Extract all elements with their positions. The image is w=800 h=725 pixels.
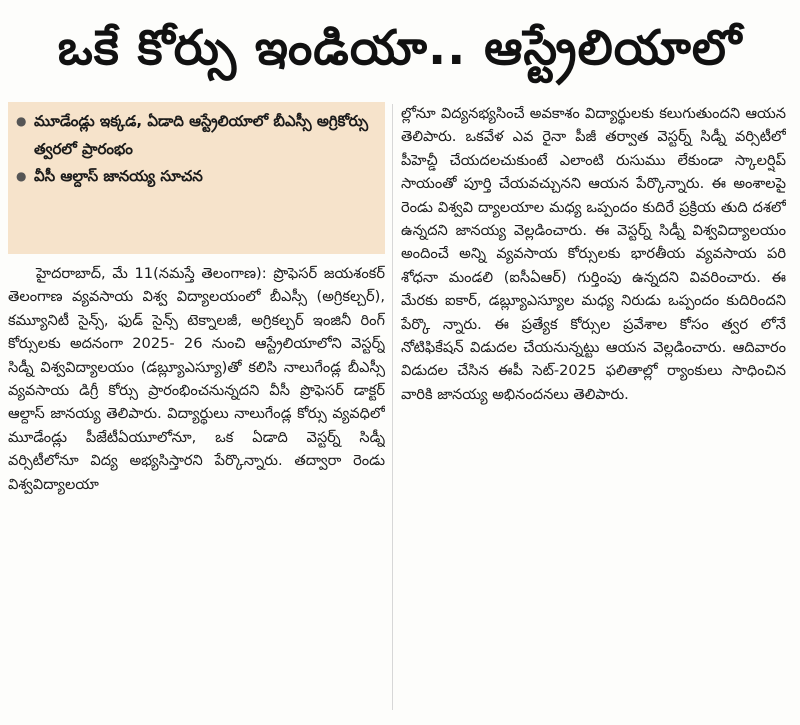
right-column [401,102,786,714]
highlight-item [16,163,377,191]
highlight-item [16,108,377,163]
column-divider [392,104,393,710]
highlight-text: వీసీ ఆల్దాస్ జానయ్య సూచన [34,167,203,185]
highlight-text: మూడేండ్లు ఇక్కడ, ఏడాది ఆస్ట్రేలియాలో బీఎస్సీ అగ్రికోర్సు త్వరలో ప్రారంభం [34,112,369,158]
article-headline: ఒకే కోర్సు ఇండియా.. ఆస్ట్రేలియాలో [57,20,743,76]
article-body-right: ల్లోనూ విద్యనభ్యసించే అవకాశం విద్యార్థులకు కలుగుతుందని ఆయన తెలిపారు. ఒకవేళ ఎవ రైనా పీజీ తర్వాత వెస్టర్న్ సిడ్నీ వర్సిటీలో పీహెచ్డీ చేయదలచుకుంటే ఎలాంటి రుసుము లేకుండా స్కాలర్షిప్ సాయంతో పూర్తి చేయవచ్చునని ఆయన పేర్కొన్నారు. ఈ అంశాలపై రెండు విశ్వవి ద్యాలయాల మధ్య ఒప్పందం కుదిరే ప్రక్రియ తుది దశలో ఉన్నదని జానయ్య వెల్లడించారు. ఈ వెస్టర్న్ సిడ్నీ విశ్వవిద్యాలయం అందించే అన్ని వ్యవసాయ కోర్సులకు భారతీయ వ్యవసాయ పరి శోధనా మండలి (ఐసీఏఆర్) గుర్తింపు ఉన్నదని వివరించారు. ఈ మేరకు ఐకార్, డబ్ల్యూఎస్యూల మధ్య నిరుడు ఒప్పందం కుదిరిందని పేర్కొ న్నారు. ఈ ప్రత్యేక కోర్సుల ప్రవేశాల కోసం త్వర లోనే నోటిఫికేషన్ విడుదల చేయనున్నట్టు ఆయన వెల్లడించారు. ఆదివారం విడుదల చేసిన ఈపీ సెట్-2025 ఫలితాల్లో ర్యాంకులు సాధించిన వారికి జానయ్య అభినందనలు తెలిపారు. [401,105,786,403]
highlights-box [8,102,385,254]
left-column [8,102,385,714]
bullet-icon: ● [16,169,27,183]
bullet-icon: ● [16,114,27,128]
article-body-left: హైదరాబాద్, మే 11(నమస్తే తెలంగాణ): ప్రొఫెసర్ జయశంకర్ తెలంగాణ వ్యవసాయ విశ్వ విద్యాలయంలో బీఎస్సీ (అగ్రికల్చర్), కమ్యూనిటీ సైన్స్, ఫుడ్ సైన్స్ టెక్నాలజీ, అగ్రికల్చర్ ఇంజినీ రింగ్ కోర్సులకు అదనంగా 2025- 26 నుంచి ఆస్ట్రేలియాలోని వెస్టర్న్ సిడ్నీ విశ్వవిద్యాలయం (డబ్ల్యూఎస్యూ)తో కలిసి నాలుగేండ్ల బీఎస్సీ వ్యవసాయ డిగ్రీ కోర్సు ప్రారంభించనున్నదని వీసీ ప్రొఫెసర్ డాక్టర్ ఆల్దాస్ జానయ్య తెలిపారు. విద్యార్థులు నాలుగేండ్ల కోర్సు వ్యవధిలో మూడేండ్లు పీజేటీఏయూలోనూ, ఒక ఏడాది వెస్టర్న్ సిడ్నీ వర్సిటీలోనూ విద్య అభ్యసిస్తారని పేర్కొన్నారు. తద్వారా రెండు విశ్వవిద్యాలయా [8,265,385,493]
